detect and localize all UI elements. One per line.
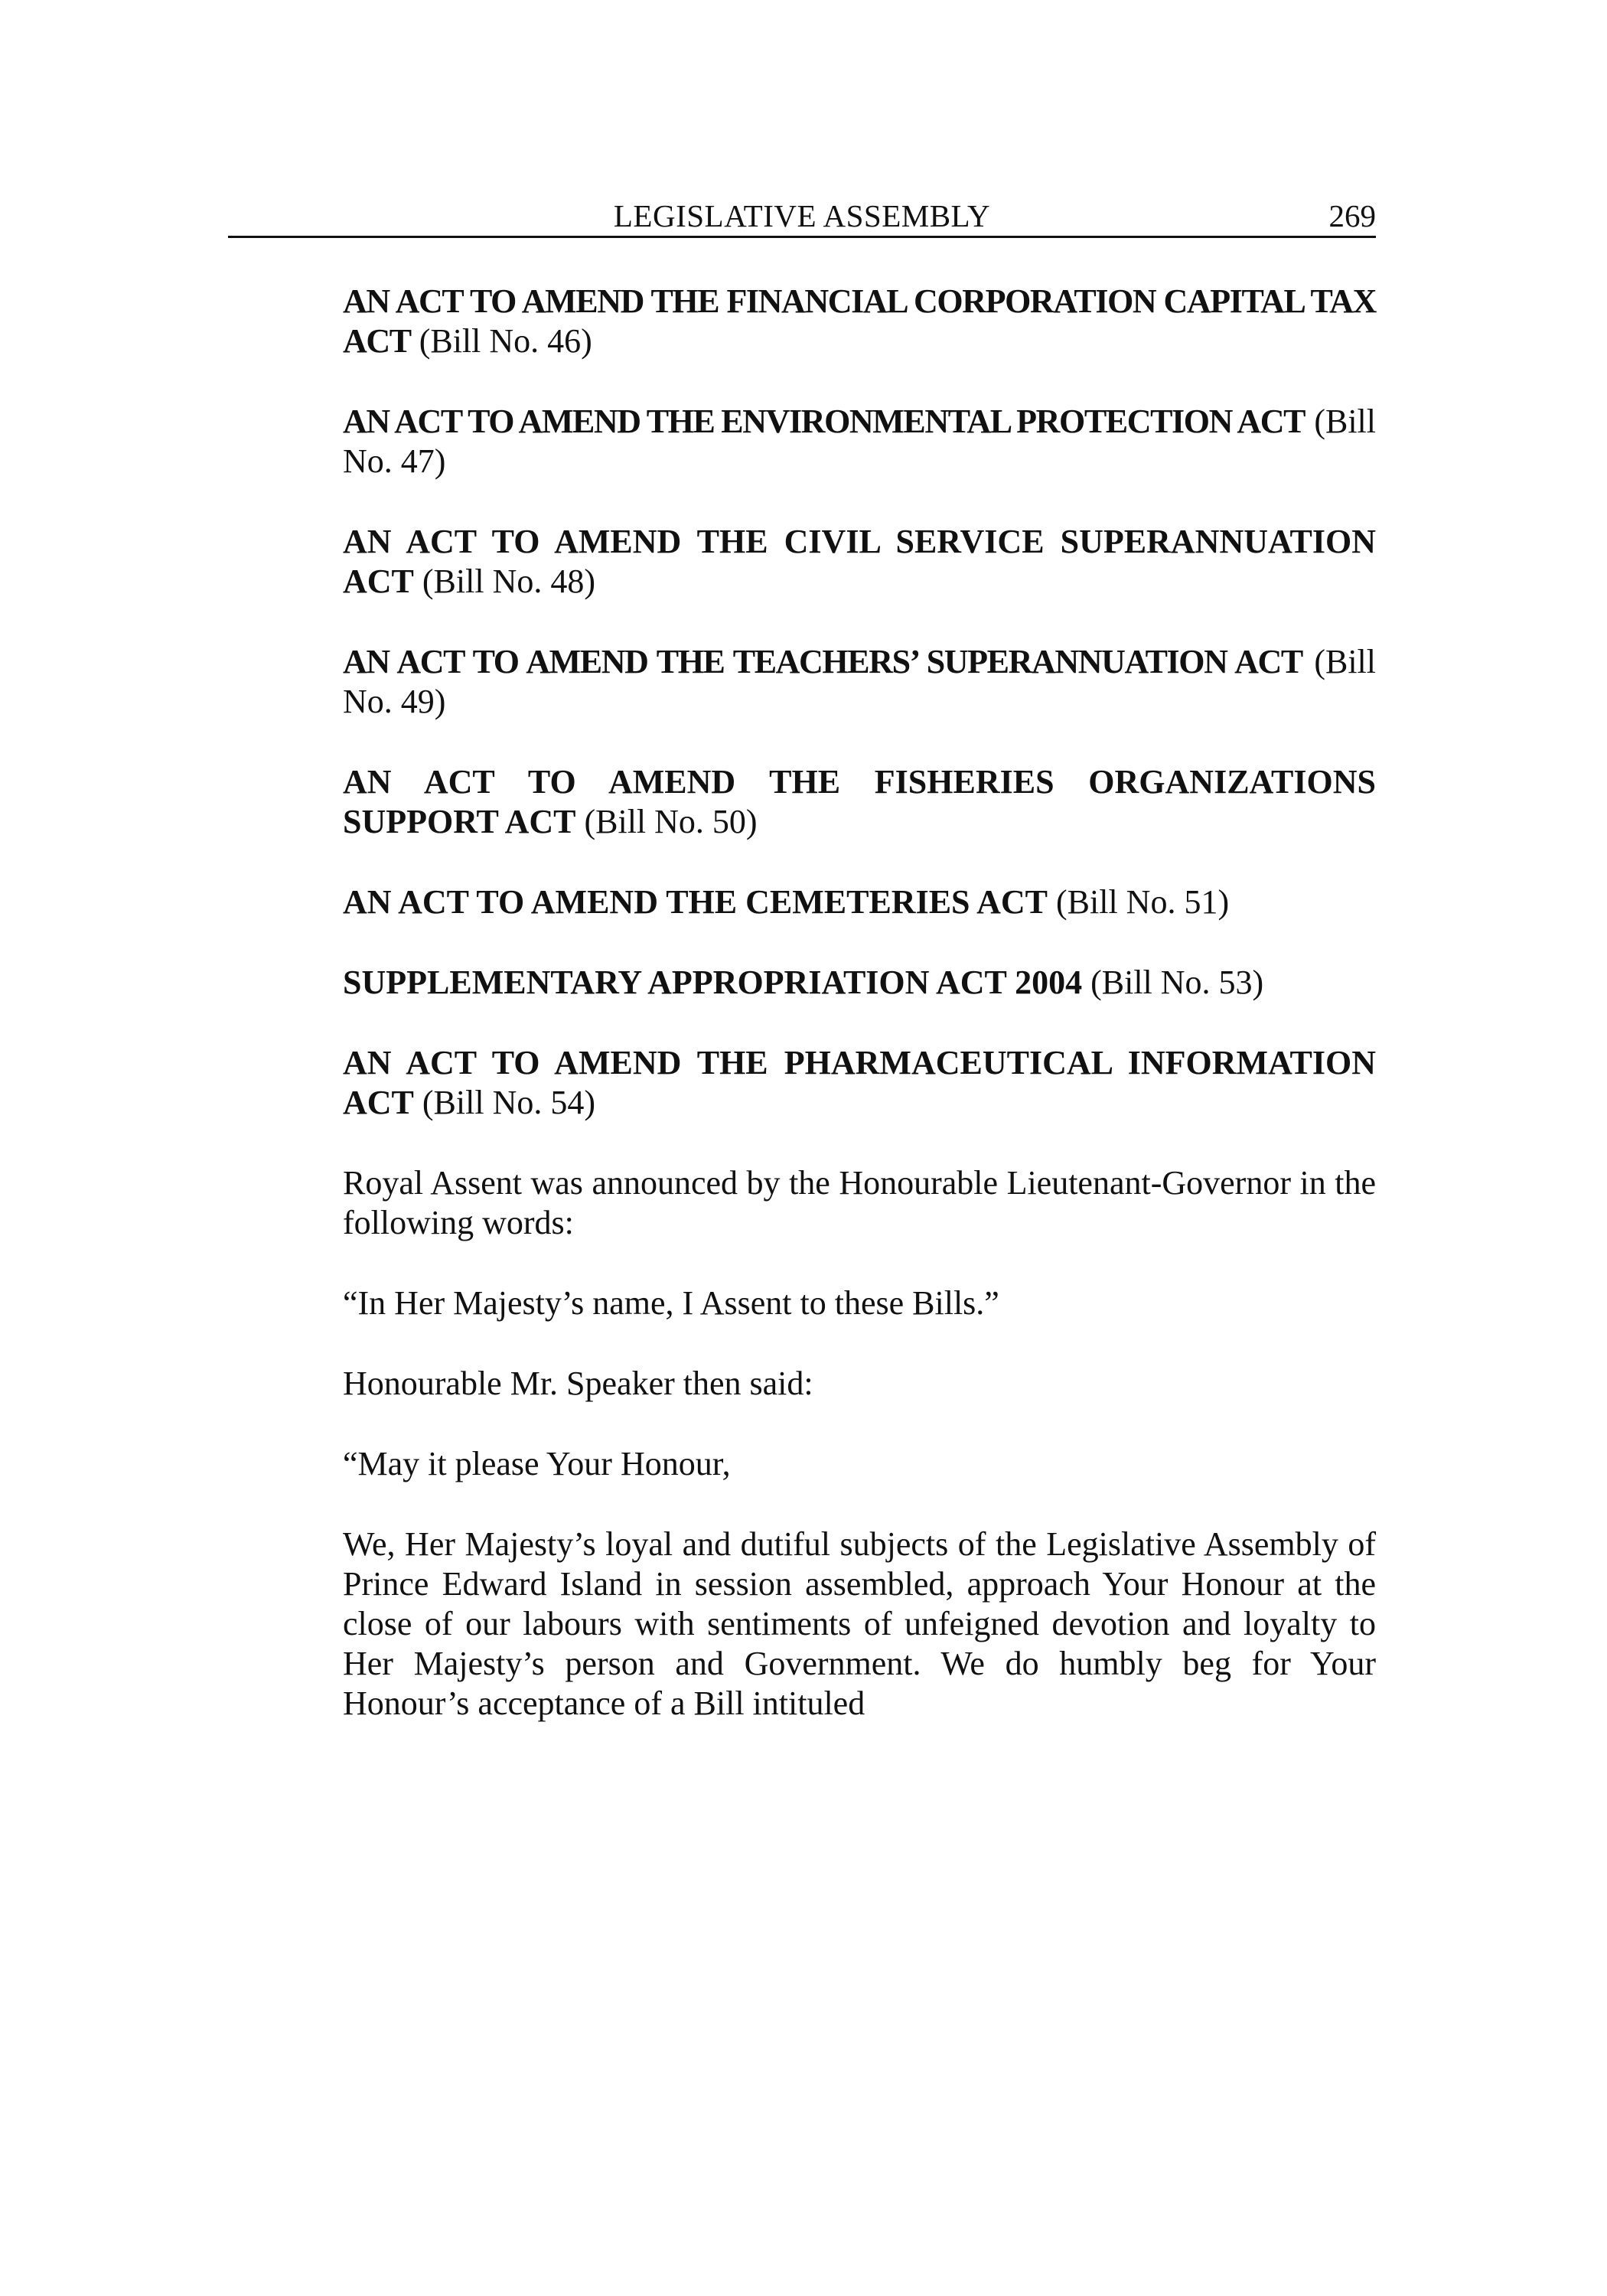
speaker-intro: Honourable Mr. Speaker then said: [343,1365,813,1402]
bill-entry-54 [343,1043,1376,1123]
bill-entry-49 [343,642,1376,722]
bill-entry-46 [343,282,1376,361]
bill-number: (Bill No. 49) [343,643,1376,720]
bill-entry-51 [343,882,1376,922]
assent-quote: “In Her Majesty’s name, I Assent to these Bills.” [343,1284,999,1322]
bill-title: AN ACT TO AMEND THE PHARMACEUTICAL INFORMATION ACT [343,1044,1376,1121]
running-title: LEGISLATIVE ASSEMBLY [613,198,991,233]
bill-number: (Bill No. 54) [422,1084,596,1121]
speaker-address: We, Her Majesty’s loyal and dutiful subjects of the Legislative Assembly of Prince Edward Island in session assembled, approach Your Honour at the close of our labours with sentiments of unfeigned devotion and loyalty to Her Majesty’s person and Government. We do humbly beg for Your Honour’s acceptance of a Bill intituled [343,1525,1376,1722]
bill-entry-50 [343,762,1376,842]
bill-title: AN ACT TO AMEND THE ENVIRONMENTAL PROTECTION ACT [343,403,1305,440]
bill-entry-48 [343,522,1376,602]
page-number: 269 [1328,198,1376,233]
bill-title: AN ACT TO AMEND THE FISHERIES ORGANIZATIONS SUPPORT ACT [343,763,1376,840]
bill-title: AN ACT TO AMEND THE CEMETERIES ACT [343,883,1048,921]
bill-number: (Bill No. 47) [343,403,1376,480]
bill-title: AN ACT TO AMEND THE TEACHERS’ SUPERANNUATION ACT [343,643,1302,680]
bill-title: AN ACT TO AMEND THE FINANCIAL CORPORATION CAPITAL TAX ACT [343,282,1376,360]
bill-entry-53 [343,963,1376,1003]
bill-number: (Bill No. 51) [1056,883,1230,921]
bill-number: (Bill No. 46) [419,322,592,360]
royal-assent-paragraph: Royal Assent was announced by the Honourable Lieutenant-Governor in the following words: [343,1164,1376,1241]
bill-title: AN ACT TO AMEND THE CIVIL SERVICE SUPERANNUATION ACT [343,523,1376,600]
bill-number: (Bill No. 50) [584,803,758,840]
page-content [343,282,1376,1724]
running-header [228,196,1376,238]
speaker-salutation: “May it please Your Honour, [343,1445,731,1482]
bill-number: (Bill No. 53) [1090,964,1264,1001]
bill-title: SUPPLEMENTARY APPROPRIATION ACT 2004 [343,964,1083,1001]
bill-entry-47 [343,402,1376,481]
bill-number: (Bill No. 48) [422,563,596,600]
